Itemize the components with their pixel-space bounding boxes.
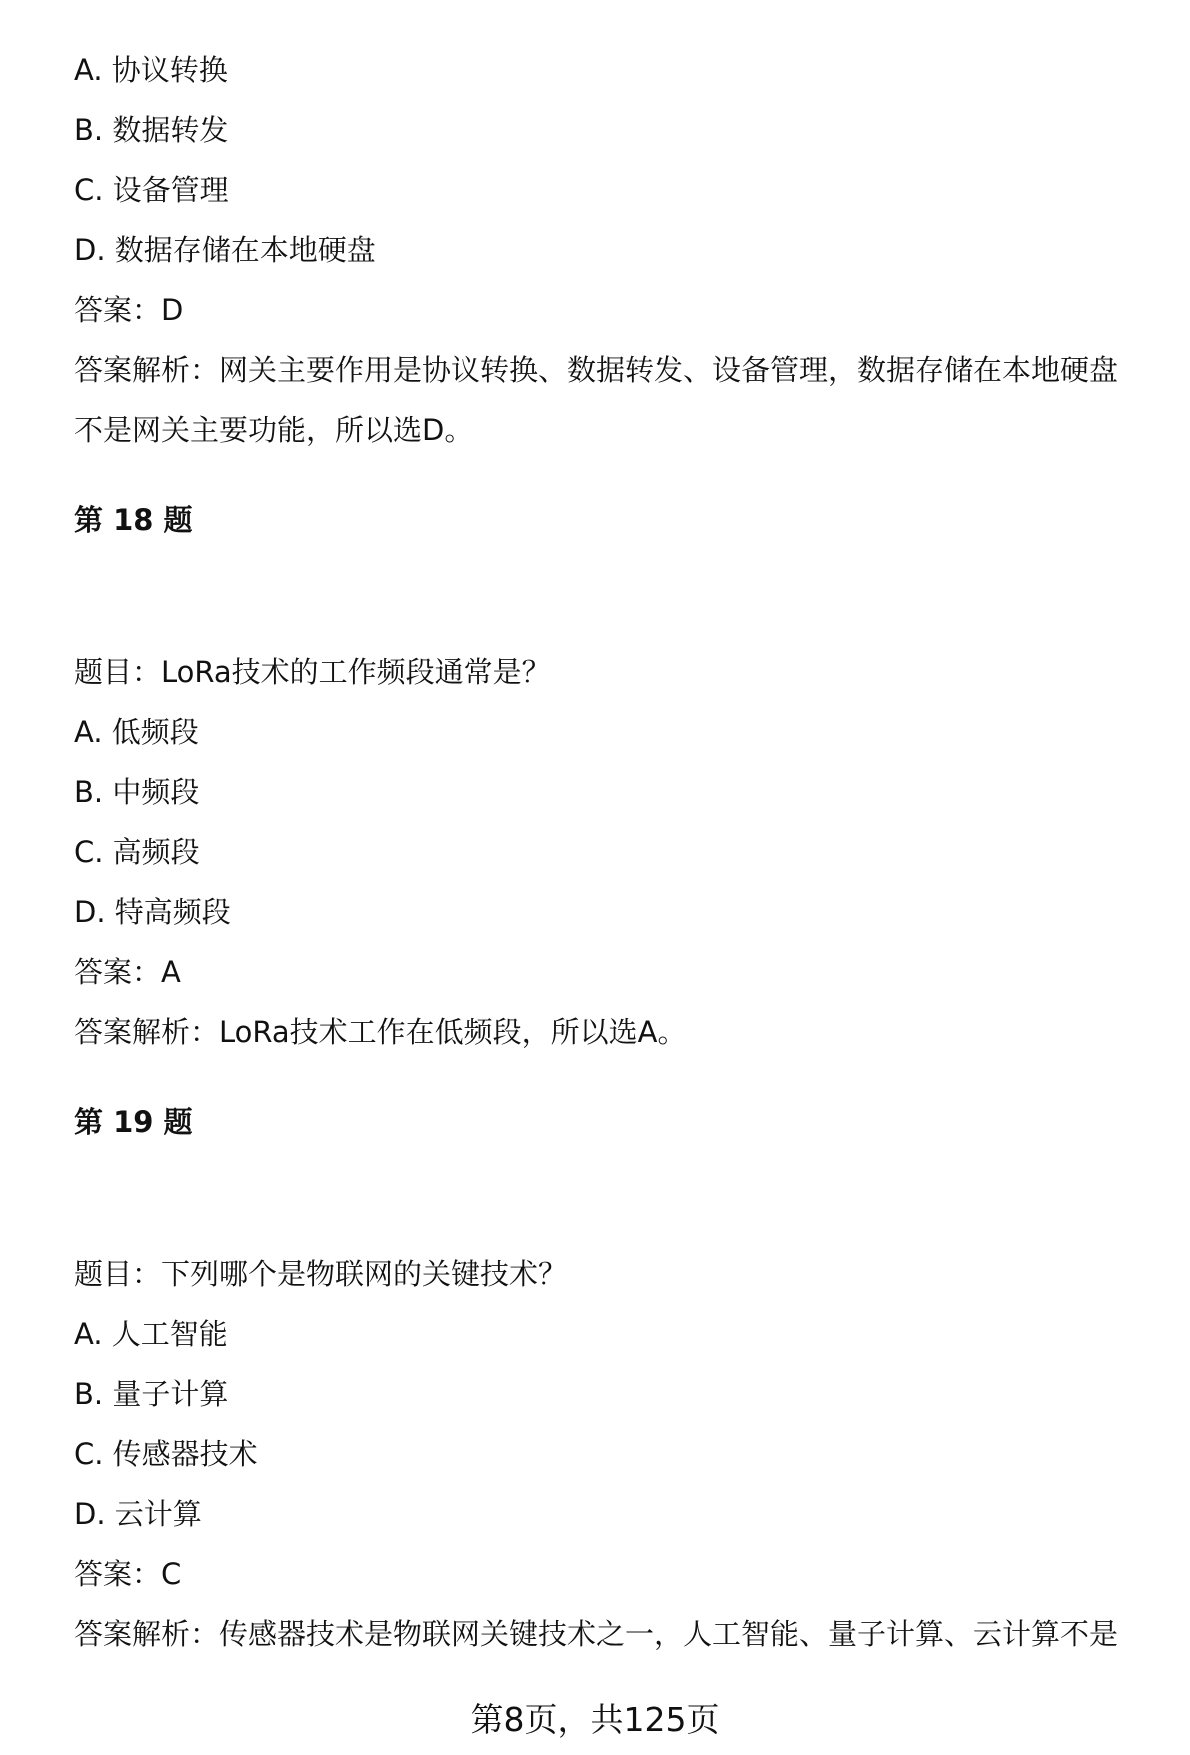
q19-explanation-line1: 答案解析：传感器技术是物联网关键技术之一，人工智能、量子计算、云计算不是 <box>74 1617 1119 1651</box>
q17-answer: 答案：D <box>74 293 184 327</box>
q17-option-a: A. 协议转换 <box>74 53 228 87</box>
q18-option-b: B. 中频段 <box>74 775 200 809</box>
q19-option-b: B. 量子计算 <box>74 1377 229 1411</box>
q19-option-a: A. 人工智能 <box>74 1317 228 1351</box>
q18-option-a: A. 低频段 <box>74 715 199 749</box>
q17-explanation-line2: 不是网关主要功能，所以选D。 <box>74 413 474 447</box>
q19-answer: 答案：C <box>74 1557 182 1591</box>
q17-explanation-line1: 答案解析：网关主要作用是协议转换、数据转发、设备管理，数据存储在本地硬盘 <box>74 353 1119 387</box>
page-number: 第8页，共125页 <box>470 1700 720 1739</box>
q17-option-c: C. 设备管理 <box>74 173 229 207</box>
q19-option-d: D. 云计算 <box>74 1497 202 1531</box>
q18-answer: 答案：A <box>74 955 181 989</box>
q18-heading: 第 18 题 <box>74 503 193 537</box>
q19-option-c: C. 传感器技术 <box>74 1437 258 1471</box>
q19-heading: 第 19 题 <box>74 1105 193 1139</box>
q19-question: 题目：下列哪个是物联网的关键技术？ <box>74 1257 568 1291</box>
q17-option-d: D. 数据存储在本地硬盘 <box>74 233 376 267</box>
q18-question: 题目：LoRa技术的工作频段通常是？ <box>74 655 551 689</box>
q18-option-d: D. 特高频段 <box>74 895 231 929</box>
q18-option-c: C. 高频段 <box>74 835 200 869</box>
q17-option-b: B. 数据转发 <box>74 113 229 147</box>
q18-explanation: 答案解析：LoRa技术工作在低频段，所以选A。 <box>74 1015 687 1049</box>
